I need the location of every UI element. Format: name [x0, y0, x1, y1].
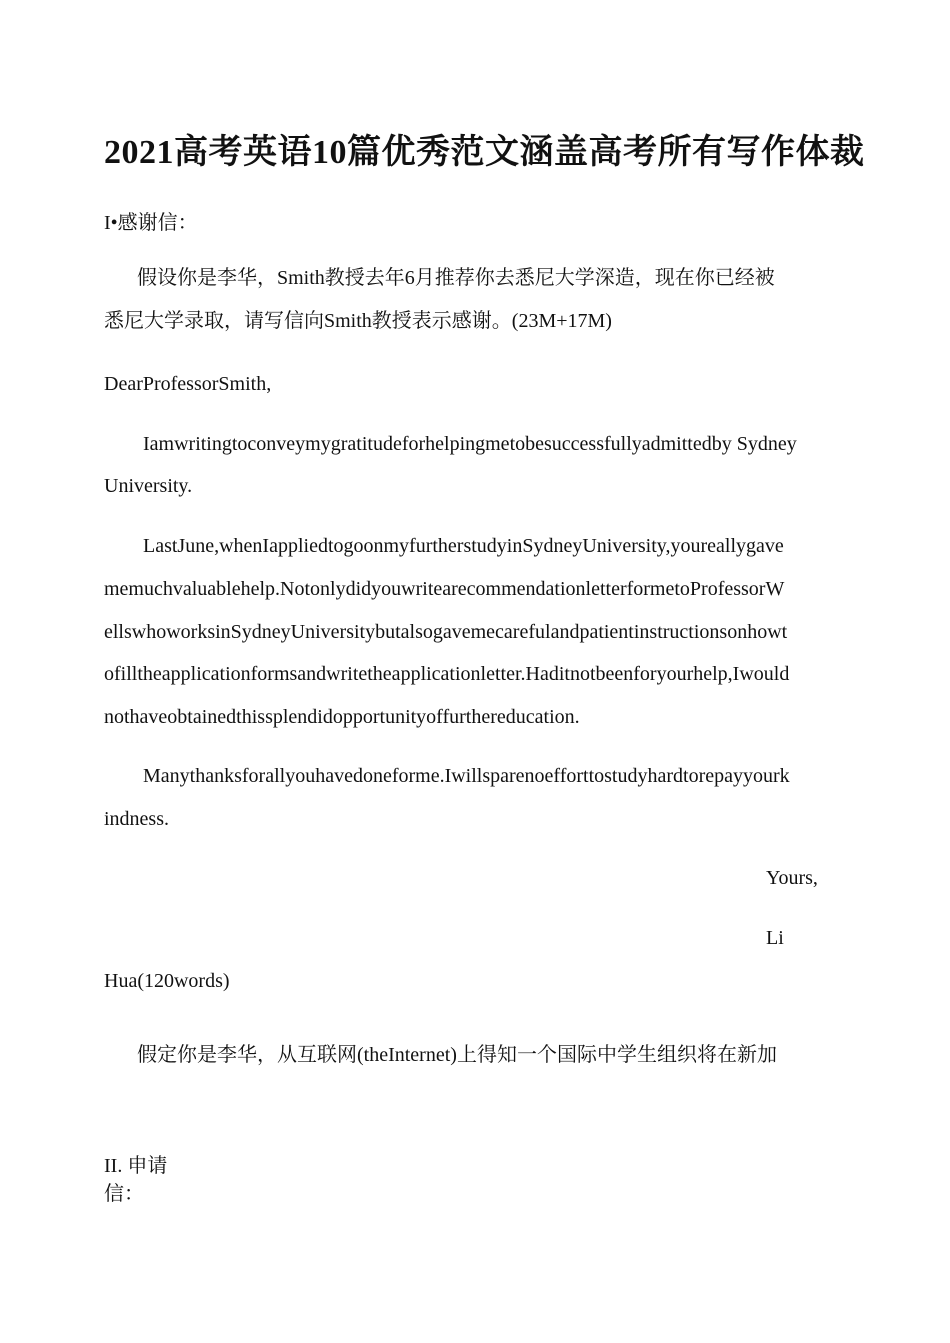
letter-paragraph-line: memuchvaluablehelp.NotonlydidyouwritearecommendationletterformetoProfessorW	[104, 578, 785, 600]
letter-paragraph-line: ofilltheapplicationformsandwritetheapplicationletter.Haditnotbeenforyourhelp,Iwould	[104, 663, 790, 685]
next-prompt-line: 假定你是李华，从互联网(theInternet)上得知一个国际中学生组织将在新加	[137, 1044, 777, 1066]
section-heading-line: 信：	[104, 1183, 144, 1205]
letter-paragraph-line: LastJune,whenIappliedtogoonmyfurtherstudyinSydneyUniversity,youreallygave	[143, 535, 784, 557]
letter-paragraph-line: indness.	[104, 808, 169, 830]
letter-signature-last: Hua(120words)	[104, 970, 230, 992]
section-heading-thank-you-letter: I•感谢信：	[104, 212, 198, 234]
letter-paragraph-line: nothaveobtainedthissplendidopportunityoffurthereducation.	[104, 706, 580, 728]
prompt-line: 悉尼大学录取，请写信向Smith教授表示感谢。(23M+17M)	[104, 310, 612, 332]
section-heading-application-letter	[104, 1152, 167, 1208]
letter-closing: Yours,	[766, 867, 818, 889]
letter-signature-first: Li	[766, 927, 784, 949]
letter-paragraph-line: ellswhoworksinSydneyUniversitybutalsogavemecarefulandpatientinstructionsonhowt	[104, 621, 788, 643]
letter-salutation: DearProfessorSmith,	[104, 373, 272, 395]
letter-paragraph-line: Manythanksforallyouhavedoneforme.Iwillsparenoefforttostudyhardtorepayyourk	[143, 765, 790, 787]
letter-paragraph-line: Iamwritingtoconveymygratitudeforhelpingmetobesuccessfullyadmittedby Sydney	[143, 433, 797, 455]
section-heading-line: II. 申请	[104, 1155, 168, 1177]
document-title: 2021高考英语10篇优秀范文涵盖高考所有写作体裁	[104, 134, 865, 171]
prompt-line: 假设你是李华，Smith教授去年6月推荐你去悉尼大学深造，现在你已经被	[137, 267, 775, 289]
letter-paragraph-line: University.	[104, 475, 193, 497]
